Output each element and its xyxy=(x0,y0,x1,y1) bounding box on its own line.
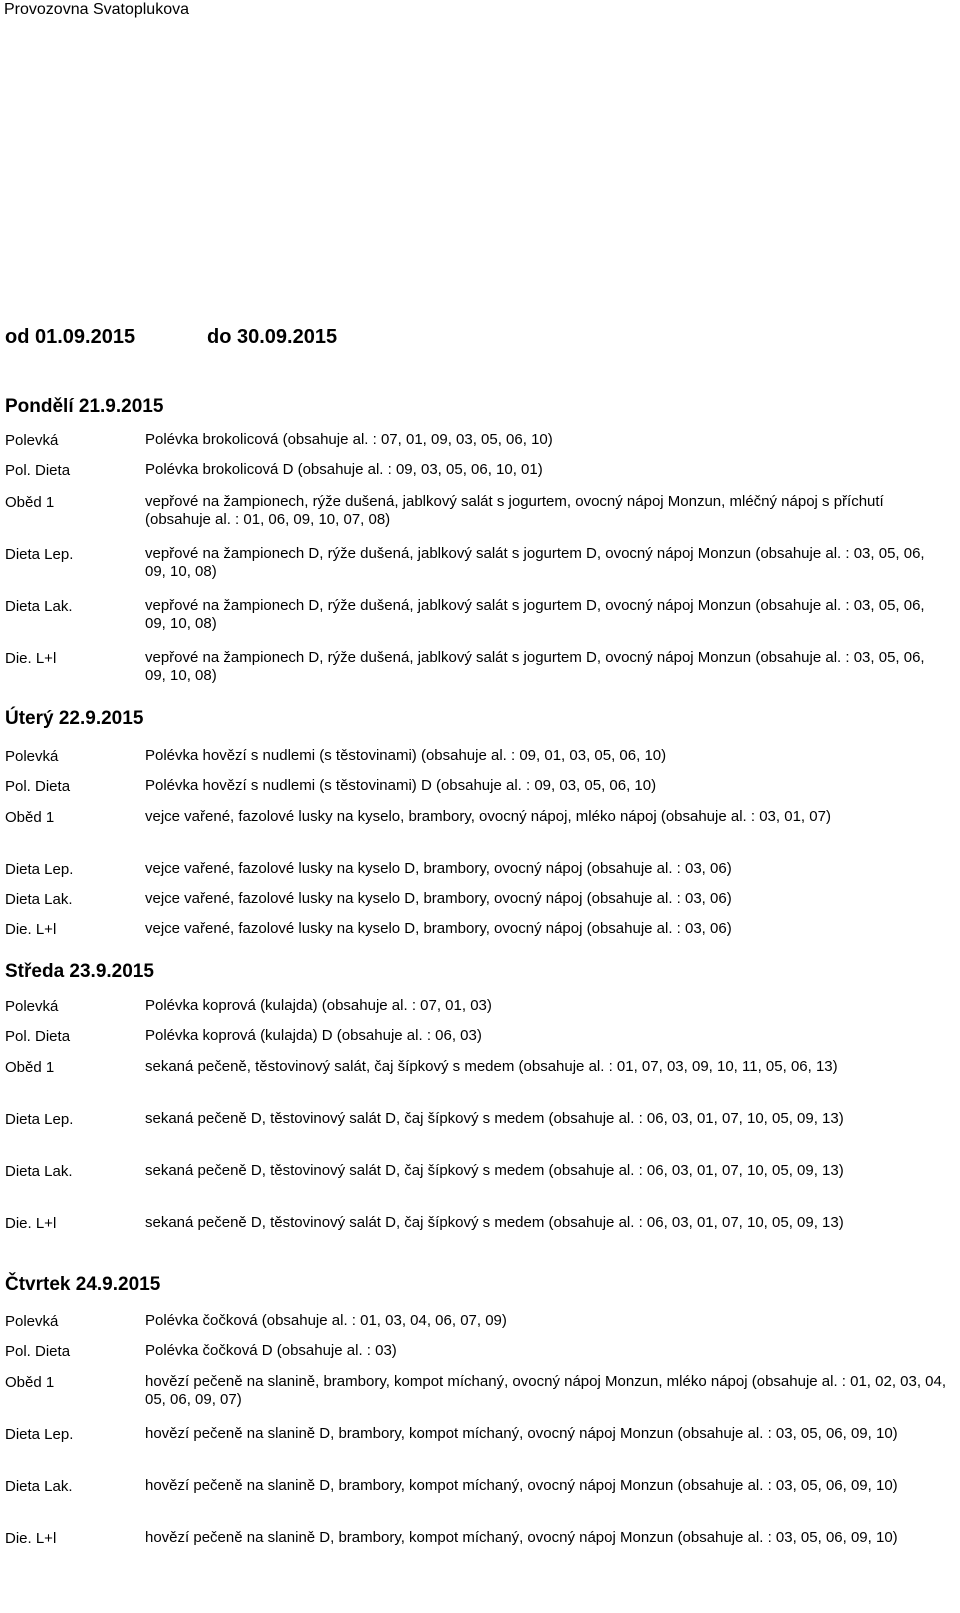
meal-description: Polévka koprová (kulajda) (obsahuje al. : 07, 01, 03) xyxy=(145,997,492,1014)
page-header-title: Provozovna Svatoplukova xyxy=(4,1,189,18)
meal-description: sekaná pečeně D, těstovinový salát D, čaj šípkový s medem (obsahuje al. : 06, 03, 01, 07, 10, 05, 09, 13) xyxy=(145,1110,844,1127)
meal-label: Pol. Dieta xyxy=(5,462,71,479)
meal-label: Dieta Lep. xyxy=(5,546,74,563)
date-range xyxy=(5,325,338,349)
meal-label: Dieta Lak. xyxy=(5,1478,73,1495)
meal-description: Polévka brokolicová D (obsahuje al. : 09, 03, 05, 06, 10, 01) xyxy=(145,461,543,478)
meal-description: sekaná pečeně D, těstovinový salát D, čaj šípkový s medem (obsahuje al. : 06, 03, 01, 07, 10, 05, 09, 13) xyxy=(145,1162,844,1179)
day-title: Pondělí 21.9.2015 xyxy=(5,396,164,417)
meal-description: vepřové na žampionech D, rýže dušená, jablkový salát s jogurtem D, ovocný nápoj Monzun (obsahuje al. : 03, 05, 06, 09, 10, 08) xyxy=(145,597,925,632)
meal-description: vejce vařené, fazolové lusky na kyselo D, brambory, ovocný nápoj (obsahuje al. : 03, 06) xyxy=(145,860,732,877)
meal-description: vejce vařené, fazolové lusky na kyselo, brambory, ovocný nápoj, mléko nápoj (obsahuje al. : 03, 01, 07) xyxy=(145,808,831,825)
meal-label: Dieta Lak. xyxy=(5,891,73,908)
meal-label: Oběd 1 xyxy=(5,494,55,511)
meal-label: Polevká xyxy=(5,748,59,765)
meal-label: Die. L+l xyxy=(5,921,57,938)
meal-label: Polevká xyxy=(5,1313,59,1330)
meal-description: vepřové na žampionech D, rýže dušená, jablkový salát s jogurtem D, ovocný nápoj Monzun (obsahuje al. : 03, 05, 06, 09, 10, 08) xyxy=(145,545,925,580)
meal-label: Dieta Lep. xyxy=(5,1111,74,1128)
meal-label: Pol. Dieta xyxy=(5,1028,71,1045)
meal-description: vepřové na žampionech D, rýže dušená, jablkový salát s jogurtem D, ovocný nápoj Monzun (obsahuje al. : 03, 05, 06, 09, 10, 08) xyxy=(145,649,925,684)
meal-description: hovězí pečeně na slanině D, brambory, kompot míchaný, ovocný nápoj Monzun (obsahuje al. : 03, 05, 06, 09, 10) xyxy=(145,1425,898,1442)
meal-description: Polévka hovězí s nudlemi (s těstovinami) (obsahuje al. : 09, 01, 03, 05, 06, 10) xyxy=(145,747,667,764)
day-title: Úterý 22.9.2015 xyxy=(5,708,144,729)
meal-description: sekaná pečeně D, těstovinový salát D, čaj šípkový s medem (obsahuje al. : 06, 03, 01, 07, 10, 05, 09, 13) xyxy=(145,1214,844,1231)
meal-description: Polévka brokolicová (obsahuje al. : 07, 01, 09, 03, 05, 06, 10) xyxy=(145,431,553,448)
meal-description: hovězí pečeně na slanině, brambory, kompot míchaný, ovocný nápoj Monzun, mléko nápoj (obsahuje al. : 01, 02, 03, 04, 05, 06, 09, 07) xyxy=(145,1373,947,1408)
meal-description: sekaná pečeně, těstovinový salát, čaj šípkový s medem (obsahuje al. : 01, 07, 03, 09, 10, 11, 05, 06, 13) xyxy=(145,1058,838,1075)
day-title: Středa 23.9.2015 xyxy=(5,961,154,982)
meal-label: Oběd 1 xyxy=(5,1374,55,1391)
meal-description: vejce vařené, fazolové lusky na kyselo D, brambory, ovocný nápoj (obsahuje al. : 03, 06) xyxy=(145,890,732,907)
meal-label: Pol. Dieta xyxy=(5,1343,71,1360)
meal-description: vejce vařené, fazolové lusky na kyselo D, brambory, ovocný nápoj (obsahuje al. : 03, 06) xyxy=(145,920,732,937)
meal-label: Oběd 1 xyxy=(5,809,55,826)
meal-label: Dieta Lak. xyxy=(5,1163,73,1180)
meal-label: Polevká xyxy=(5,432,59,449)
meal-label: Oběd 1 xyxy=(5,1059,55,1076)
meal-label: Dieta Lak. xyxy=(5,598,73,615)
meal-label: Die. L+l xyxy=(5,1215,57,1232)
meal-label: Pol. Dieta xyxy=(5,778,71,795)
date-from: od 01.09.2015 xyxy=(5,326,136,348)
meal-description: hovězí pečeně na slanině D, brambory, kompot míchaný, ovocný nápoj Monzun (obsahuje al. : 03, 05, 06, 09, 10) xyxy=(145,1477,898,1494)
meal-description: Polévka čočková D (obsahuje al. : 03) xyxy=(145,1342,397,1359)
meal-description: Polévka hovězí s nudlemi (s těstovinami) D (obsahuje al. : 09, 03, 05, 06, 10) xyxy=(145,777,657,794)
date-to: do 30.09.2015 xyxy=(207,326,338,348)
meal-description: Polévka koprová (kulajda) D (obsahuje al. : 06, 03) xyxy=(145,1027,482,1044)
meal-description: Polévka čočková (obsahuje al. : 01, 03, 04, 06, 07, 09) xyxy=(145,1312,507,1329)
meal-label: Polevká xyxy=(5,998,59,1015)
meal-label: Dieta Lep. xyxy=(5,861,74,878)
meal-label: Dieta Lep. xyxy=(5,1426,74,1443)
day-title: Čtvrtek 24.9.2015 xyxy=(5,1274,161,1295)
meal-label: Die. L+l xyxy=(5,650,57,667)
meal-description: vepřové na žampionech, rýže dušená, jablkový salát s jogurtem, ovocný nápoj Monzun, mléčný nápoj s příchutí (obsahuje al. : 01, 06, 09, 10, 07, 08) xyxy=(145,493,884,528)
meal-description: hovězí pečeně na slanině D, brambory, kompot míchaný, ovocný nápoj Monzun (obsahuje al. : 03, 05, 06, 09, 10) xyxy=(145,1529,898,1546)
meal-label: Die. L+l xyxy=(5,1530,57,1547)
